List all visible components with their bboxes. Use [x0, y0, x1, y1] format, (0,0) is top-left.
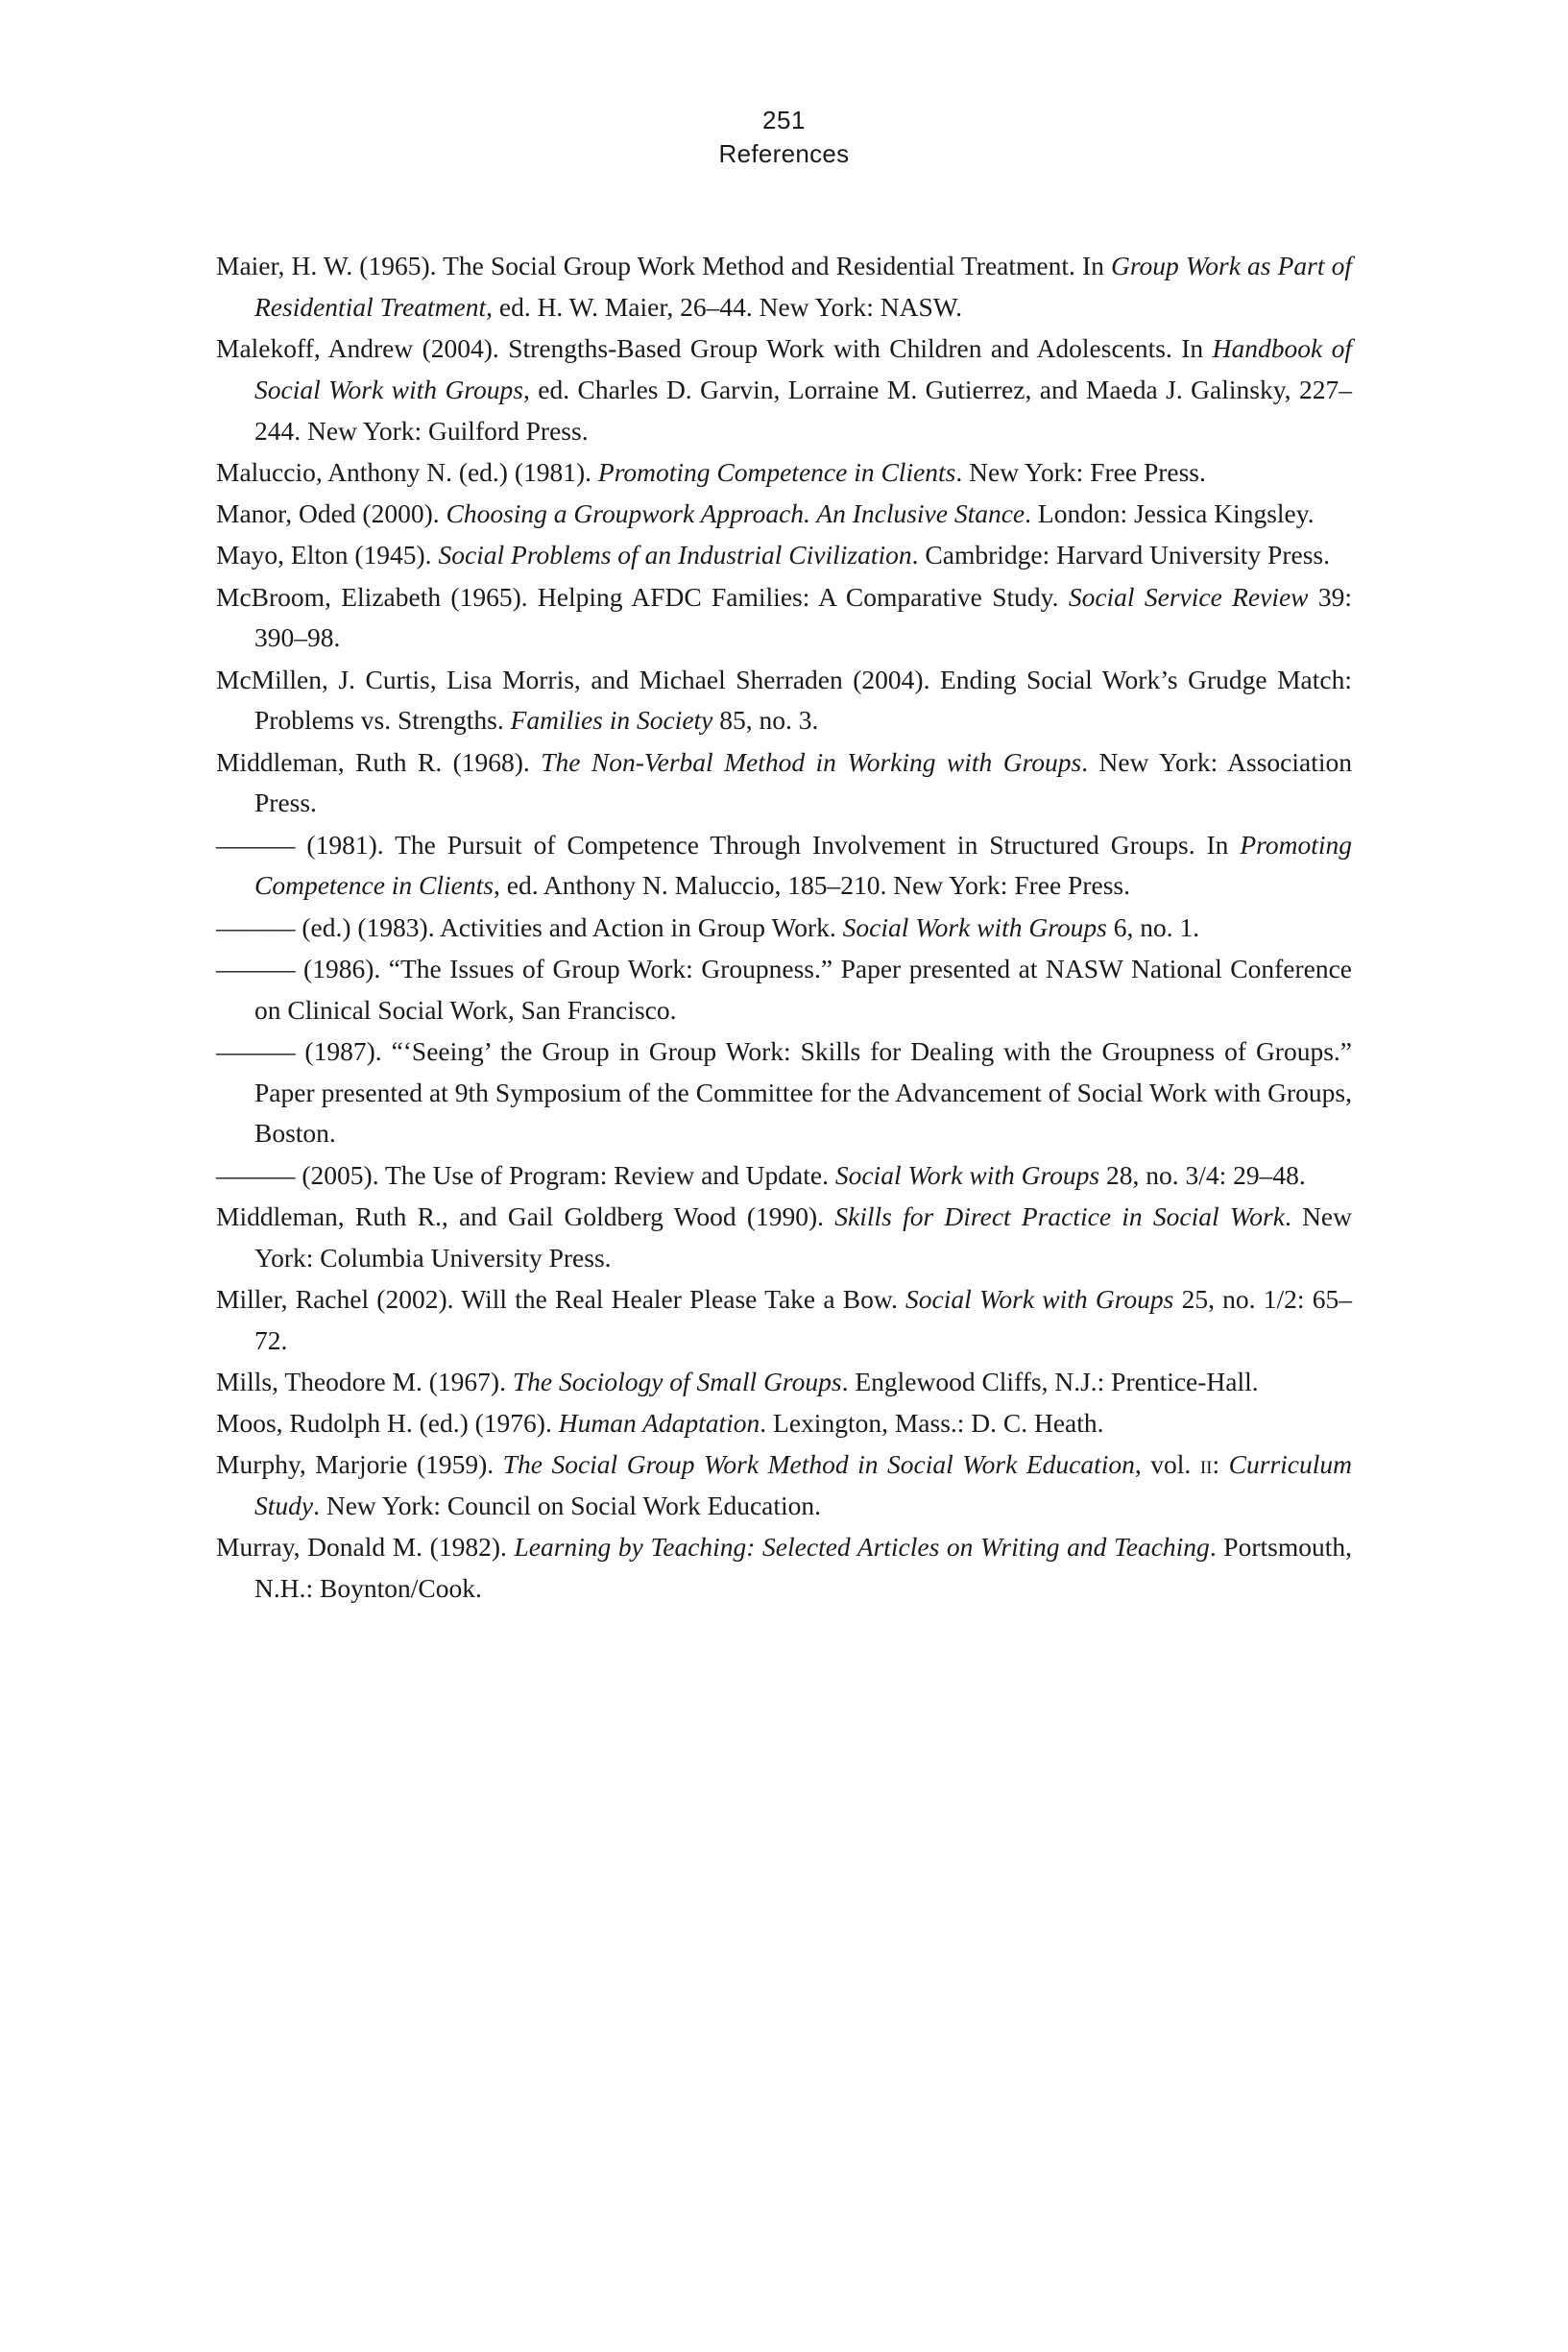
reference-entry	[216, 328, 1352, 451]
reference-title-italic: The Sociology of Small Groups	[512, 1366, 842, 1396]
reference-text: ——— (1987). “‘Seeing’ the Group in Group Work: Skills for Dealing with the Groupness of Groups.” Paper presented at 9th Symposium of the Committee for the Advancement of Social Work with Groups, Boston.	[216, 1035, 1352, 1149]
reference-text: Miller, Rachel (2002). Will the Real Healer Please Take a Bow.	[216, 1283, 906, 1314]
reference-entry	[216, 1362, 1352, 1403]
reference-title-italic: The Social Group Work Method in Social Work Education	[502, 1449, 1135, 1480]
reference-title-italic: Social Work with Groups	[842, 911, 1107, 942]
reference-volume-smallcaps: ii	[1199, 1449, 1213, 1480]
reference-text: McMillen, J. Curtis, Lisa Morris, and Michael Sherraden (2004). Ending Social Work’s Grudge Match: Problems vs. Strengths.	[216, 664, 1352, 736]
reference-text: . New York: Free Press.	[955, 456, 1206, 487]
reference-text: Mills, Theodore M. (1967).	[216, 1366, 513, 1396]
reference-text: 85, no. 3.	[712, 705, 819, 736]
reference-text: , ed. Charles D. Garvin, Lorraine M. Gutierrez, and Maeda J. Galinsky, 227–244. New York: Guilford Press.	[254, 374, 1352, 446]
reference-text: Malekoff, Andrew (2004). Strengths-Based Group Work with Children and Adolescents. In	[216, 333, 1213, 364]
reference-entry	[216, 1197, 1352, 1279]
reference-text: ——— (1986). “The Issues of Group Work: Groupness.” Paper presented at NASW National Conference on Clinical Social Work, San Francisco.	[216, 953, 1352, 1025]
reference-text: . New York: Columbia University Press.	[254, 1200, 1352, 1273]
reference-text: ——— (1981). The Pursuit of Competence Through Involvement in Structured Groups. In	[216, 829, 1241, 860]
reference-entry	[216, 1527, 1352, 1610]
reference-entry	[216, 1279, 1352, 1362]
reference-entry	[216, 1444, 1352, 1527]
reference-entry	[216, 825, 1352, 908]
reference-entry	[216, 452, 1352, 494]
reference-text: . Englewood Cliffs, N.J.: Prentice-Hall.	[841, 1366, 1259, 1396]
reference-text: Maier, H. W. (1965). The Social Group Work Method and Residential Treatment. In	[216, 251, 1111, 281]
reference-text: ——— (2005). The Use of Program: Review and Update.	[216, 1159, 835, 1190]
reference-text: , vol.	[1134, 1449, 1200, 1480]
reference-text: Middleman, Ruth R. (1968).	[216, 746, 542, 777]
reference-entry	[216, 577, 1352, 660]
reference-title-italic: Promoting Competence in Clients	[254, 829, 1352, 901]
reference-title-italic: Promoting Competence in Clients	[597, 456, 956, 487]
reference-text: . New York: Association Press.	[254, 746, 1352, 818]
reference-text: Moos, Rudolph H. (ed.) (1976).	[216, 1408, 559, 1439]
reference-entry	[216, 246, 1352, 328]
reference-text: 25, no. 1/2: 65–72.	[254, 1283, 1353, 1355]
reference-title-italic: Group Work as Part of Residential Treatment	[254, 251, 1352, 322]
reference-text: ——— (ed.) (1983). Activities and Action in Group Work.	[216, 911, 843, 942]
reference-title-italic: The Non-Verbal Method in Working with Groups	[541, 746, 1082, 777]
reference-text: . Lexington, Mass.: D. C. Heath.	[760, 1408, 1104, 1439]
reference-entry	[216, 494, 1352, 535]
reference-entry	[216, 660, 1352, 742]
reference-text: Manor, Oded (2000).	[216, 498, 446, 529]
reference-text: . London: Jessica Kingsley.	[1025, 498, 1315, 529]
reference-title-italic: Curriculum Study	[254, 1449, 1352, 1521]
reference-text: 28, no. 3/4: 29–48.	[1099, 1159, 1306, 1190]
reference-entry	[216, 949, 1352, 1031]
reference-title-italic: Social Work with Groups	[905, 1283, 1174, 1314]
reference-title-italic: Social Service Review	[1068, 581, 1309, 612]
reference-entry	[216, 908, 1352, 949]
reference-entry	[216, 535, 1352, 576]
reference-text: , ed. Anthony N. Maluccio, 185–210. New York: Free Press.	[493, 870, 1130, 901]
reference-entry	[216, 1403, 1352, 1444]
running-head: References	[718, 139, 850, 169]
page-number: 251	[762, 106, 806, 134]
reference-list	[216, 246, 1352, 1610]
reference-entry	[216, 1155, 1352, 1197]
reference-text: . Portsmouth, N.H.: Boynton/Cook.	[254, 1532, 1352, 1604]
reference-text: McBroom, Elizabeth (1965). Helping AFDC Families: A Comparative Study.	[216, 581, 1069, 612]
reference-text: Maluccio, Anthony N. (ed.) (1981).	[216, 456, 598, 487]
reference-title-italic: Choosing a Groupwork Approach. An Inclusive Stance	[446, 498, 1025, 529]
reference-text: Murray, Donald M. (1982).	[216, 1532, 515, 1563]
reference-entry	[216, 742, 1352, 825]
reference-entry	[216, 1031, 1352, 1154]
reference-text: . New York: Council on Social Work Education.	[313, 1491, 822, 1521]
reference-text: :	[1212, 1449, 1229, 1480]
reference-text: Mayo, Elton (1945).	[216, 540, 439, 570]
reference-title-italic: Families in Society	[510, 705, 713, 736]
reference-text: 39: 390–98.	[254, 581, 1352, 653]
reference-text: Murphy, Marjorie (1959).	[216, 1449, 503, 1480]
reference-text: , ed. H. W. Maier, 26–44. New York: NASW.	[486, 291, 963, 322]
reference-title-italic: Skills for Direct Practice in Social Work	[834, 1200, 1285, 1231]
reference-text: 6, no. 1.	[1106, 911, 1200, 942]
reference-title-italic: Social Problems of an Industrial Civilization	[438, 540, 912, 570]
reference-title-italic: Handbook of Social Work with Groups	[254, 333, 1352, 404]
reference-title-italic: Human Adaptation	[558, 1408, 760, 1439]
page-header	[216, 104, 1352, 171]
reference-text: . Cambridge: Harvard University Press.	[911, 540, 1330, 570]
reference-title-italic: Social Work with Groups	[834, 1159, 1100, 1190]
reference-title-italic: Learning by Teaching: Selected Articles on Writing and Teaching	[514, 1532, 1210, 1563]
reference-text: Middleman, Ruth R., and Gail Goldberg Wood (1990).	[216, 1200, 835, 1231]
